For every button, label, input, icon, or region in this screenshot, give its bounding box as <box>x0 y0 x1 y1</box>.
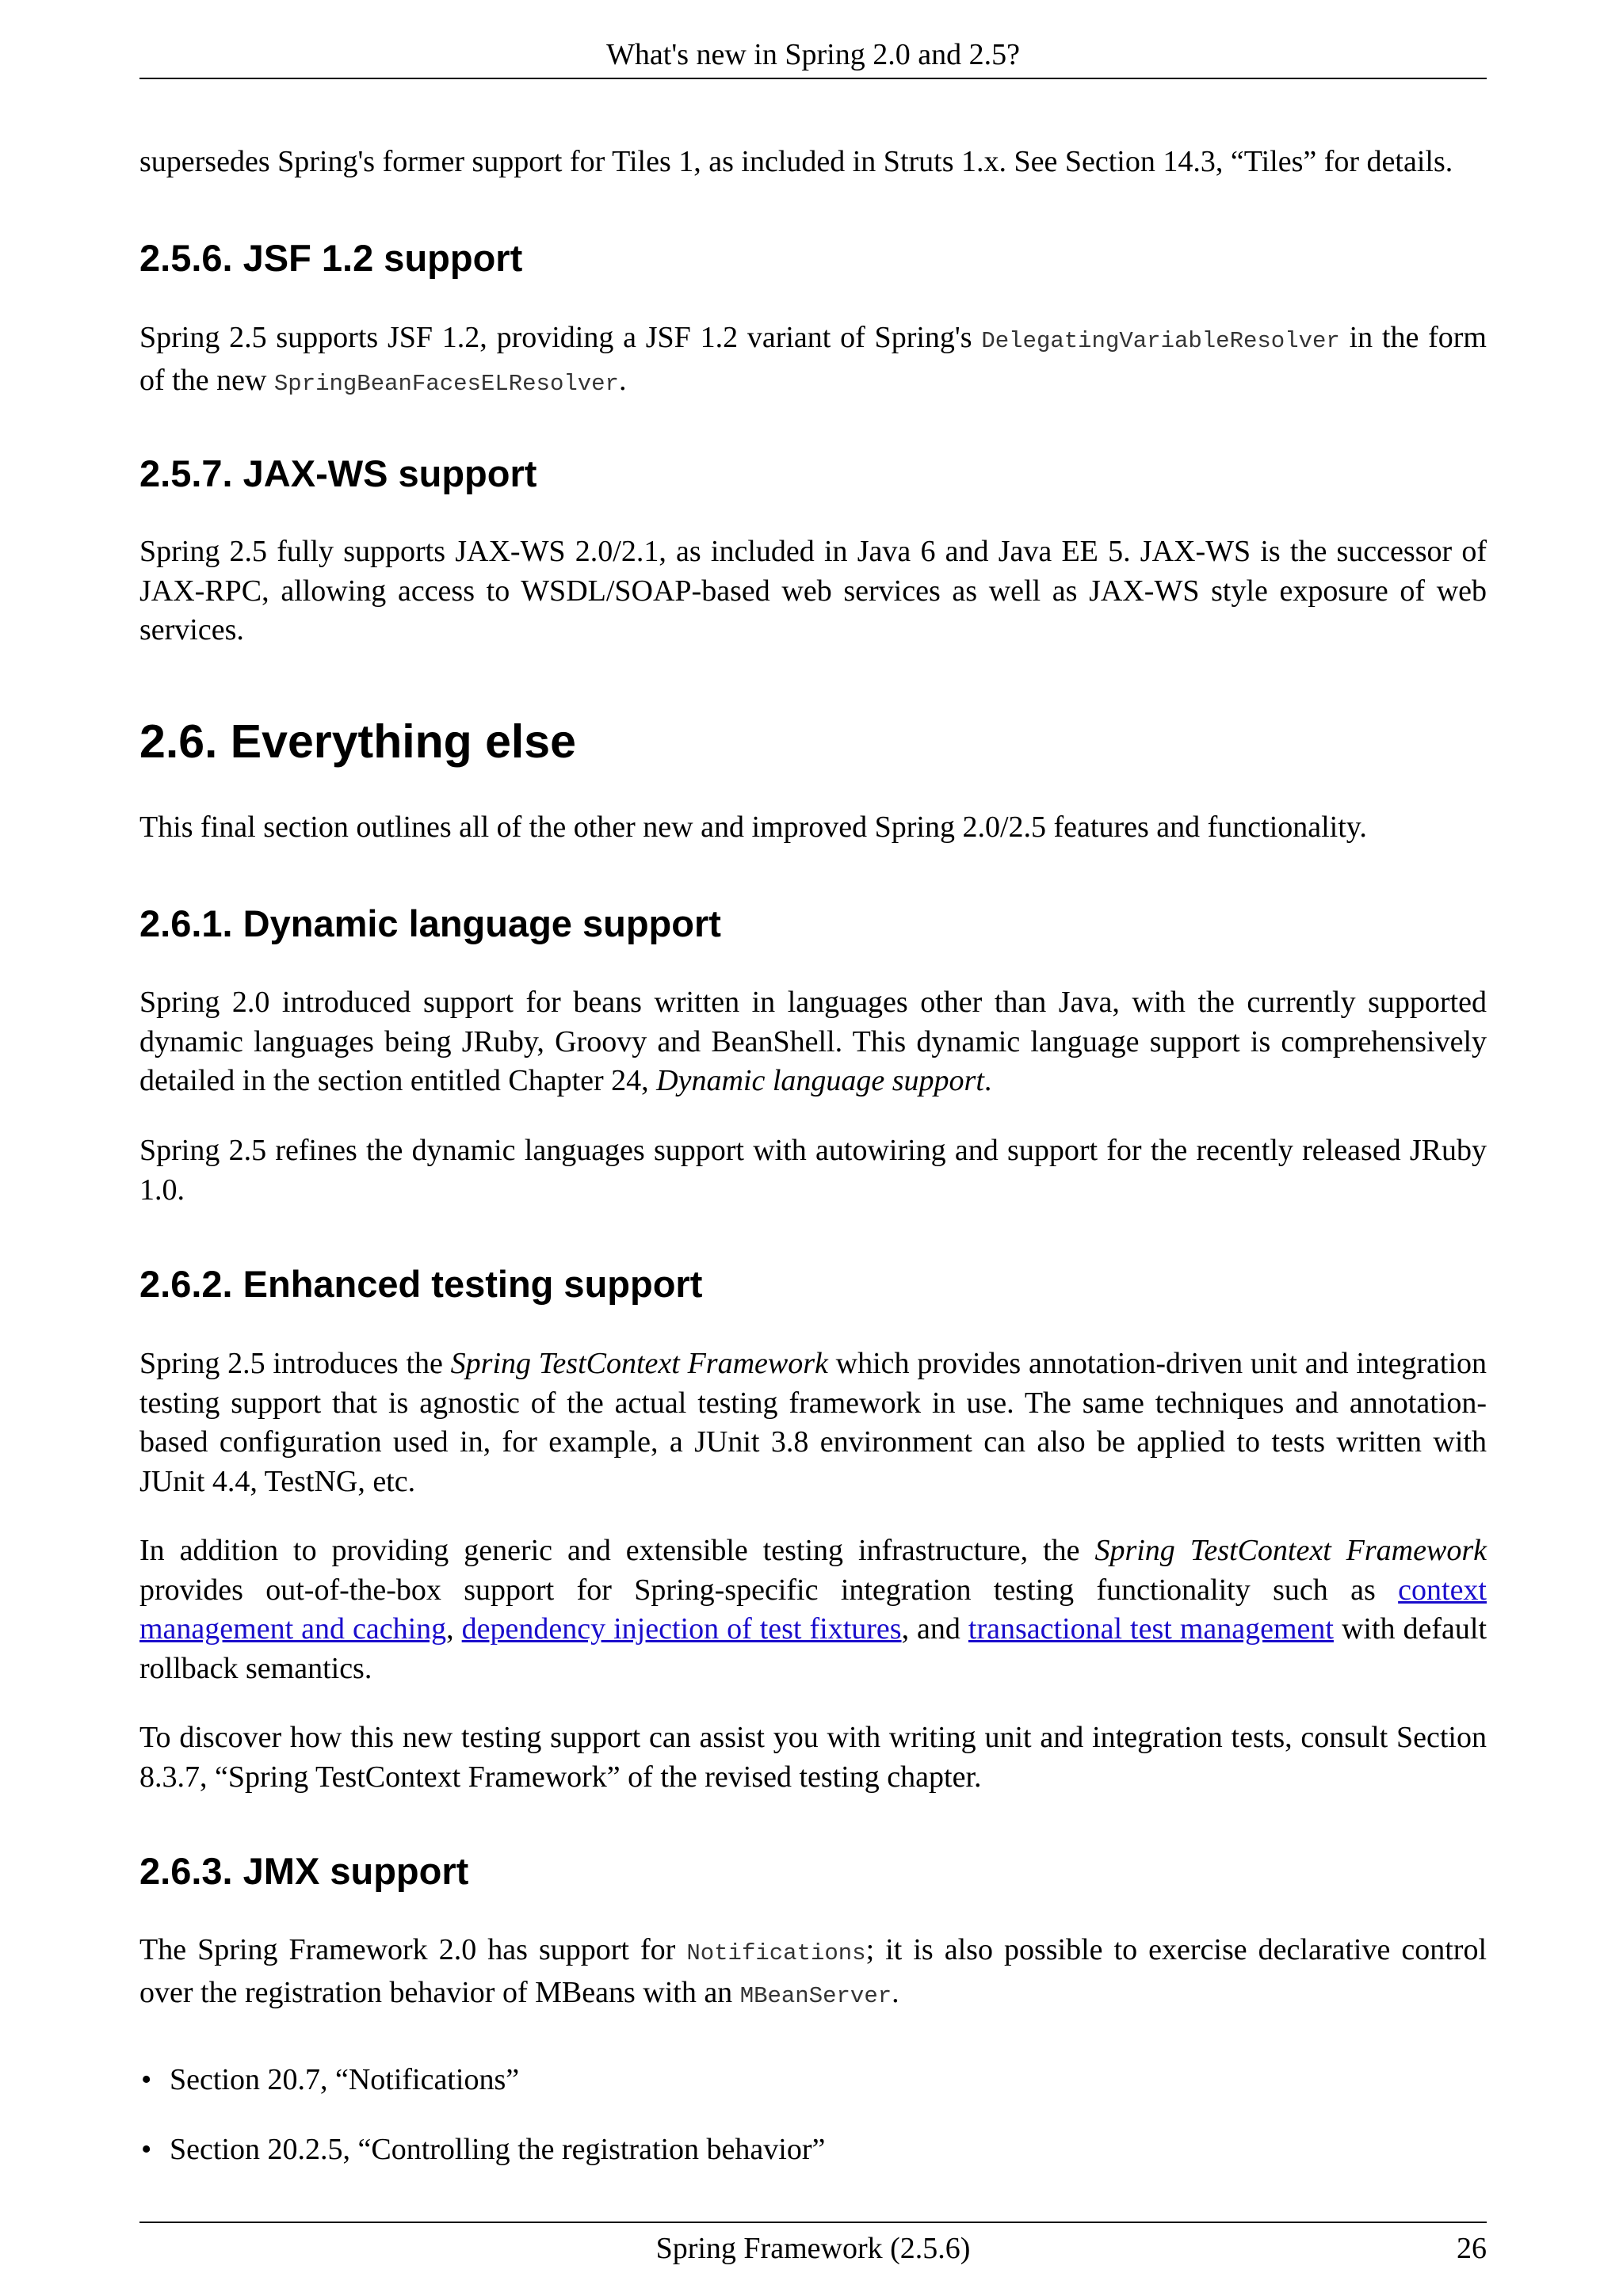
link-transactional-test-management[interactable]: transactional test management <box>968 1612 1334 1646</box>
everything-else-paragraph: This final section outlines all of the other new and improved Spring 2.0/2.5 features and functionality. <box>139 810 1367 844</box>
heading-jsf-support: 2.5.6. JSF 1.2 support <box>139 237 523 279</box>
testing-paragraph-1: Spring 2.5 introduces the Spring TestContext Framework which provides annotation-driven unit and integration testing support that is agnostic of the actual testing framework in use. The same techniques and annotation-based configuration used in, for example, a JUnit 3.8 environment can also be applied to tests written with JUnit 4.4, TestNG, etc. <box>139 1347 1487 1498</box>
footer-rule <box>139 2222 1487 2223</box>
header-rule <box>139 78 1487 79</box>
jaxws-paragraph: Spring 2.5 fully supports JAX-WS 2.0/2.1, as included in Java 6 and Java EE 5. JAX-WS is the successor of JAX-RPC, allowing access to WSDL/SOAP-based web services as well as JAX-WS style exposure of web services. <box>139 535 1487 646</box>
heading-enhanced-testing: 2.6.2. Enhanced testing support <box>139 1263 703 1305</box>
heading-dynamic-language: 2.6.1. Dynamic language support <box>139 902 721 944</box>
footer-title: Spring Framework (2.5.6) <box>655 2232 971 2265</box>
testing-paragraph-2: In addition to providing generic and extensible testing infrastructure, the Spring TestContext Framework provides out-of-the-box support for Spring-specific integration testing functionality such as context management and caching, dependency injection of test fixtures, and transactional test management with default rollback semantics. <box>139 1534 1487 1685</box>
jsf-paragraph: Spring 2.5 supports JSF 1.2, providing a JSF 1.2 variant of Spring's DelegatingVariableResolver in the form of the new SpringBeanFacesELResolver. <box>139 321 1487 397</box>
code-delegating-variable-resolver: DelegatingVariableResolver <box>981 328 1340 354</box>
heading-jmx-support: 2.6.3. JMX support <box>139 1850 469 1892</box>
dynamic-paragraph-1: Spring 2.0 introduced support for beans written in languages other than Java, with the currently supported dynamic languages being JRuby, Groovy and BeanShell. This dynamic language support is comprehensively detailed in the section entitled Chapter 24, Dynamic language support. <box>139 986 1487 1097</box>
testing-paragraph-3: To discover how this new testing support can assist you with writing unit and integration tests, consult Section 8.3.7, “Spring TestContext Framework” of the revised testing chapter. <box>139 1721 1487 1794</box>
dynamic-paragraph-2: Spring 2.5 refines the dynamic languages support with autowiring and support for the recently released JRuby 1.0. <box>139 1134 1487 1207</box>
code-notifications: Notifications <box>686 1940 866 1966</box>
page-number: 26 <box>1457 2232 1487 2265</box>
intro-paragraph: supersedes Spring's former support for Tiles 1, as included in Struts 1.x. See Section 14.3, “Tiles” for details. <box>139 145 1453 178</box>
heading-jaxws-support: 2.5.7. JAX-WS support <box>139 452 537 494</box>
bullet-icon: • <box>141 2133 152 2166</box>
link-dependency-injection[interactable]: dependency injection of test fixtures <box>461 1612 902 1646</box>
running-header: What's new in Spring 2.0 and 2.5? <box>606 38 1020 71</box>
jmx-paragraph: The Spring Framework 2.0 has support for Notifications; it is also possible to exercise declarative control over the registration behavior of MBeans with an MBeanServer. <box>139 1933 1487 2009</box>
link-context-management[interactable]: context management and caching <box>139 1573 1487 1646</box>
heading-everything-else: 2.6. Everything else <box>139 715 576 768</box>
document-page: What's new in Spring 2.0 and 2.5? supersedes Spring's former support for Tiles 1, as included in Struts 1.x. See Section 14.3, “Tiles” for details. 2.5.6. JSF 1.2 support Spring 2.5 supports JSF 1.2, providing a JSF 1.2 variant of Spring's DelegatingVariableResolver in the form of the new SpringBeanFacesELResolver. 2.5.7. JAX-WS support Spring 2.5 fully supports JAX-WS 2.0/2.1, as included in Java 6 and Java EE 5. JAX-WS is the successor of JAX-RPC, allowing access to WSDL/SOAP-based web services as well as JAX-WS style exposure of web services. 2.6. Everything else This final section outlines all of the other new and improved Spring 2.0/2.5 features and functionality. 2.6.1. Dynamic language support Spring 2.0 introduced support for beans written in languages other than Java, with the currently supported dynamic languages being JRuby, Groovy and BeanShell. This dynamic language support is comprehensively detailed in the section entitled Chapter 24, Dynamic language support. Spring 2.5 refines the dynamic languages support with autowiring and support for the recently released JRuby 1.0. 2.6.2. Enhanced testing support Spring 2.5 introduces the Spring TestContext Framework which provides annotation-driven unit and integration testing support that is agnostic of the actual testing framework in use. The same techniques and annotation-based configuration used in, for example, a JUnit 3.8 environment can also be applied to tests written with JUnit 4.4, TestNG, etc. In addition to providing generic and extensible testing infrastructure, the Spring TestContext Framework provides out-of-the-box support for Spring-specific integration testing functionality such as context management and caching, dependency injection of test fixtures, and transactional test management with default rollback semantics. To discover how this new testing support can assist you with writing unit and integration tests, consult Section 8.3.7, “Spring TestContext Framework” of the revised testing chapter. 2.6.3. JMX support The Spring Framework 2.0 has support for Notifications; it is also possible to exercise declarative control over the registration behavior of MBeans with an MBeanServer. • Section 20.7, “Notifications” • Section 20.2.5, “Controlling the registration behavior” Spring Framework (2.5.6) 26 <box>139 0 1487 2296</box>
code-mbean-server: MBeanServer <box>739 1982 892 2009</box>
bullet-icon: • <box>141 2063 152 2096</box>
code-spring-bean-faces-el-resolver: SpringBeanFacesELResolver <box>273 370 619 397</box>
running-footer <box>139 2226 1487 2271</box>
